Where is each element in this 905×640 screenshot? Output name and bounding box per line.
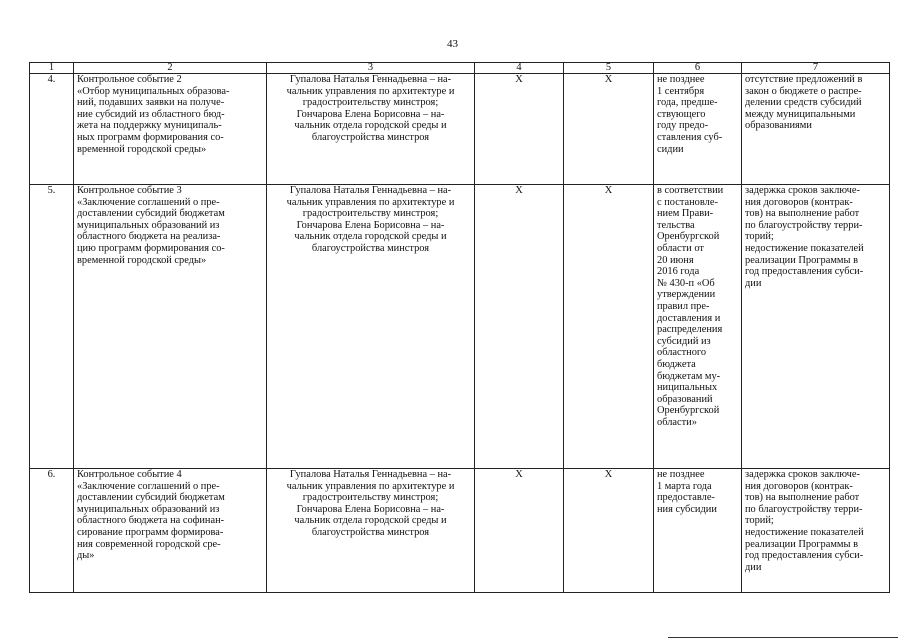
deadline-line: бюджетам му- <box>657 370 721 382</box>
deadline-line: с постановле- <box>657 196 718 208</box>
deadline-line: 1 сентября <box>657 85 705 97</box>
risk-line: реализации Программы в <box>745 254 858 266</box>
risk-line: тов) на выполнение работ <box>745 208 860 220</box>
risk-line: по благоустройству терри- <box>745 219 863 231</box>
deadline-line: области от <box>657 242 704 254</box>
responsible-line: чальник отдела городской среды и <box>294 120 447 132</box>
col5-mark: X <box>564 469 654 593</box>
risk-line: недостижение показателей <box>745 242 864 254</box>
row-number: 5. <box>30 185 74 469</box>
event-line: Контрольное событие 2 <box>77 74 182 85</box>
risk-line: торий; <box>745 231 774 243</box>
responsible-line: благоустройства минстроя <box>311 131 430 143</box>
event-line: временной городской среды» <box>77 254 207 266</box>
deadline-line: образований <box>657 393 713 405</box>
deadline-line: ния субсидии <box>657 503 717 515</box>
table-row <box>30 74 890 185</box>
deadline-line: Оренбургской <box>657 231 720 243</box>
footer-rule <box>668 637 898 638</box>
responsible-line: градостроительству минстроя; <box>302 492 439 504</box>
page-number: 43 <box>447 38 458 50</box>
control-event-cell <box>74 185 267 469</box>
event-line: муниципальных образований из <box>77 503 220 515</box>
deadline-line: ставления суб- <box>657 131 723 143</box>
row-number: 6. <box>30 469 74 593</box>
risk-line: ния договоров (контрак- <box>745 196 853 208</box>
event-line: доставлении субсидий бюджетам <box>77 492 225 504</box>
risk-line: по благоустройству терри- <box>745 503 863 515</box>
col5-mark: X <box>564 74 654 185</box>
table-row <box>30 469 890 593</box>
deadline-line: ниципальных <box>657 382 718 394</box>
deadline-line: 20 июня <box>657 254 694 266</box>
risk-line: закон о бюджете о распре- <box>745 85 862 97</box>
responsible-cell <box>267 185 475 469</box>
responsible-line: чальник отдела городской среды и <box>294 515 447 527</box>
event-line: «Заключение соглашений о пре- <box>77 196 220 208</box>
deadline-line: нием Прави- <box>657 208 714 220</box>
responsible-cell <box>267 74 475 185</box>
responsible-line: чальник управления по архитектуре и <box>286 85 455 97</box>
deadline-line: правил пре- <box>657 300 710 312</box>
risk-line: реализации Программы в <box>745 538 858 550</box>
risk-line: торий; <box>745 515 774 527</box>
column-header: 6 <box>654 63 742 74</box>
deadline-line: доставления и <box>657 312 721 324</box>
column-header: 1 <box>30 63 74 74</box>
event-line: жета на поддержку муниципаль- <box>77 120 222 132</box>
deadline-line: года, предше- <box>657 97 718 109</box>
event-line: доставлении субсидий бюджетам <box>77 208 225 220</box>
deadline-line: Оренбургской <box>657 405 720 417</box>
risk-line: год предоставления субси- <box>745 550 864 562</box>
responsible-line: чальник отдела городской среды и <box>294 231 447 243</box>
deadline-line: году предо- <box>657 120 709 132</box>
responsible-line: Гончарова Елена Борисовна – на- <box>296 503 445 515</box>
risk-cell <box>742 185 890 469</box>
deadline-line: области» <box>657 416 697 428</box>
risk-line: дии <box>745 561 762 573</box>
col4-mark: X <box>475 469 564 593</box>
deadline-line: субсидий из <box>657 335 711 347</box>
deadline-cell <box>654 469 742 593</box>
deadline-line: тельства <box>657 219 695 231</box>
event-line: «Заключение соглашений о пре- <box>77 480 220 492</box>
responsible-line: градостроительству минстроя; <box>302 97 439 109</box>
risk-line: образованиями <box>745 120 812 132</box>
responsible-line: Гупалова Наталья Геннадьевна – на- <box>289 74 452 85</box>
event-line: муниципальных образований из <box>77 219 220 231</box>
event-line: цию программ формирования со- <box>77 242 225 254</box>
column-header: 5 <box>564 63 654 74</box>
risk-line: год предоставления субси- <box>745 266 864 278</box>
event-line: ды» <box>77 550 95 562</box>
deadline-line: предоставле- <box>657 492 715 504</box>
column-header: 7 <box>742 63 890 74</box>
deadline-line: не позднее <box>657 74 705 85</box>
deadline-line: не позднее <box>657 469 705 480</box>
event-line: ния современной городской сре- <box>77 538 221 550</box>
responsible-line: Гупалова Наталья Геннадьевна – на- <box>289 469 452 480</box>
risk-line: отсутствие предложений в <box>745 74 863 85</box>
event-line: Контрольное событие 4 <box>77 469 182 480</box>
control-event-cell <box>74 74 267 185</box>
event-line: Контрольное событие 3 <box>77 185 182 196</box>
risk-line: задержка сроков заключе- <box>745 185 860 196</box>
responsible-line: Гупалова Наталья Геннадьевна – на- <box>289 185 452 196</box>
deadline-line: в соответствии <box>657 185 724 196</box>
col4-mark: X <box>475 74 564 185</box>
deadline-line: ствующего <box>657 108 706 120</box>
deadline-line: № 430-п «Об <box>657 277 715 289</box>
risk-line: ния договоров (контрак- <box>745 480 853 492</box>
responsible-line: Гончарова Елена Борисовна – на- <box>296 219 445 231</box>
deadline-line: бюджета <box>657 358 696 370</box>
responsible-cell <box>267 469 475 593</box>
risk-line: задержка сроков заключе- <box>745 469 860 480</box>
deadline-line: утверждении <box>657 289 716 301</box>
column-header: 3 <box>267 63 475 74</box>
risk-cell <box>742 74 890 185</box>
risk-cell <box>742 469 890 593</box>
event-line: ний, подавших заявки на получе- <box>77 97 225 109</box>
risk-line: делении средств субсидий <box>745 97 862 109</box>
deadline-line: сидии <box>657 143 684 155</box>
deadline-line: распределения <box>657 324 723 336</box>
column-header: 2 <box>74 63 267 74</box>
risk-line: недостижение показателей <box>745 526 864 538</box>
event-line: сирование программ формирова- <box>77 526 224 538</box>
column-number-row <box>30 63 890 74</box>
event-line: временной городской среды» <box>77 143 207 155</box>
responsible-line: градостроительству минстроя; <box>302 208 439 220</box>
responsible-line: чальник управления по архитектуре и <box>286 196 455 208</box>
row-number: 4. <box>30 74 74 185</box>
event-line: ние субсидий из областного бюд- <box>77 108 225 120</box>
column-header: 4 <box>475 63 564 74</box>
deadline-cell <box>654 74 742 185</box>
table-row <box>30 185 890 469</box>
responsible-line: благоустройства минстроя <box>311 242 430 254</box>
control-events-table <box>29 62 890 593</box>
deadline-line: 2016 года <box>657 266 700 278</box>
event-line: «Отбор муниципальных образова- <box>77 85 230 97</box>
event-line: областного бюджета на реализа- <box>77 231 221 243</box>
risk-line: между муниципальными <box>745 108 856 120</box>
risk-line: дии <box>745 277 762 289</box>
deadline-line: областного <box>657 347 707 359</box>
deadline-line: 1 марта года <box>657 480 712 492</box>
risk-line: тов) на выполнение работ <box>745 492 860 504</box>
col5-mark: X <box>564 185 654 469</box>
col4-mark: X <box>475 185 564 469</box>
responsible-line: чальник управления по архитектуре и <box>286 480 455 492</box>
event-line: областного бюджета на софинан- <box>77 515 225 527</box>
control-event-cell <box>74 469 267 593</box>
deadline-cell <box>654 185 742 469</box>
event-line: ных программ формирования со- <box>77 131 224 143</box>
responsible-line: благоустройства минстроя <box>311 526 430 538</box>
responsible-line: Гончарова Елена Борисовна – на- <box>296 108 445 120</box>
